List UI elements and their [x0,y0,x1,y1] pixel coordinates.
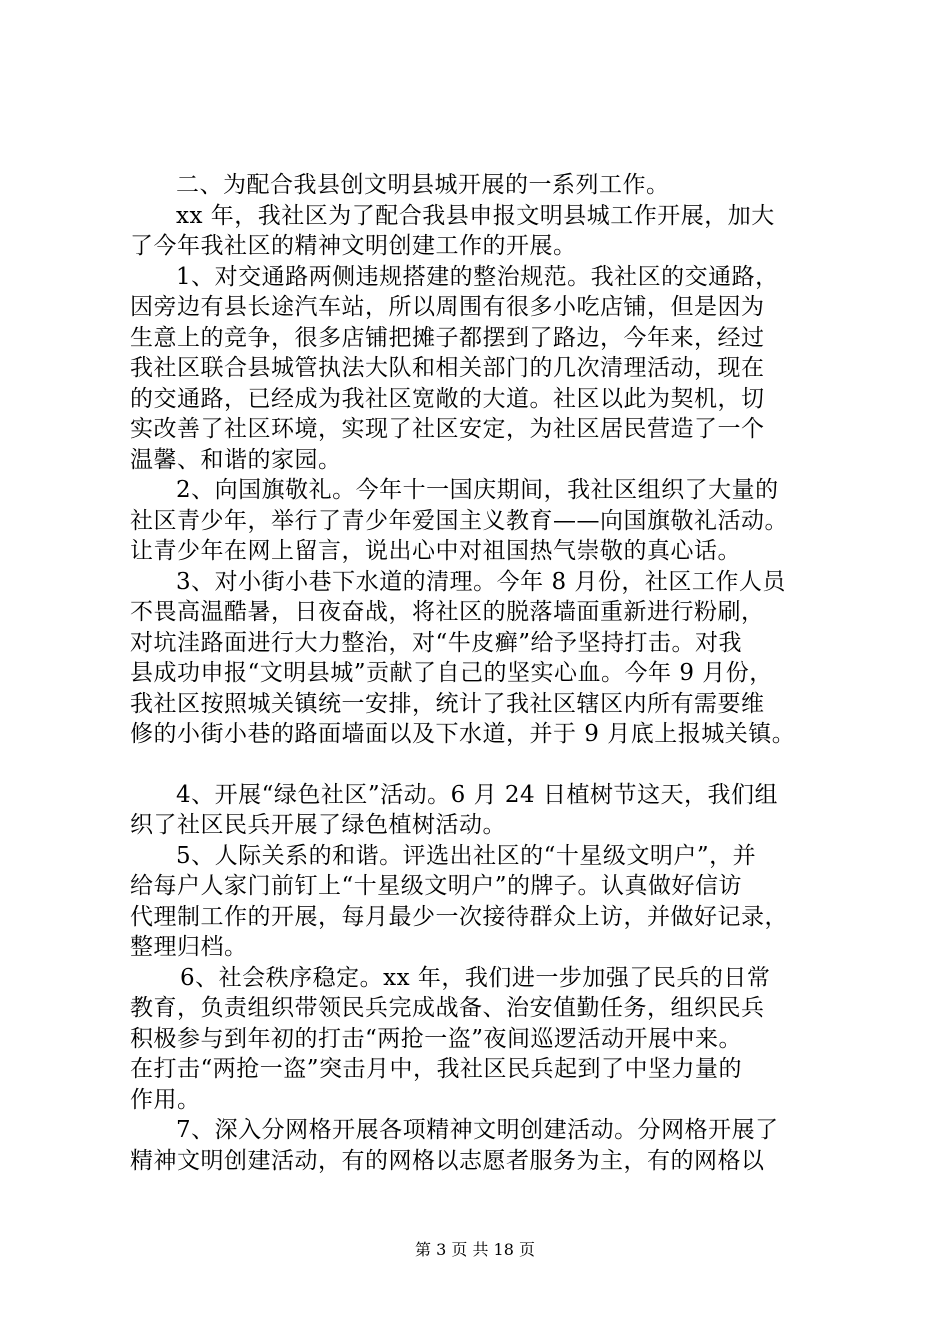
paragraph-line: 生意上的竞争，很多店铺把摊子都摆到了路边，今年来，经过 [130,324,765,351]
paragraph-spacer [130,750,830,780]
paragraph-line: 2、向国旗敬礼。今年十一国庆期间，我社区组织了大量的 [176,477,779,503]
paragraph-line: xx 年，我社区为了配合我县申报文明县城工作开展，加大 [176,202,775,229]
section-heading: 二、为配合我县创文明县城开展的一系列工作。 [176,172,670,198]
paragraph-line: 5、人际关系的和谐。评选出社区的“十星级文明户”，并 [176,842,757,869]
paragraph-line: 县成功申报“文明县城”贡献了自己的坚实心血。今年 9 月份， [130,660,773,686]
paragraph-line: 1、对交通路两侧违规搭建的整治规范。我社区的交通路， [176,263,779,290]
paragraph-line: 修的小街小巷的路面墙面以及下水道，并于 9 月底上报城关镇。 [130,721,796,747]
paragraph-line: 教育，负责组织带领民兵完成战备、治安值勤任务，组织民兵 [130,995,765,1021]
paragraph-line: 给每户人家门前钉上“十星级文明户”的牌子。认真做好信访 [130,873,743,899]
paragraph-line: 的交通路，已经成为我社区宽敞的大道。社区以此为契机，切 [130,385,765,412]
paragraph-line: 6、社会秩序稳定。xx 年，我们进一步加强了民兵的日常 [180,964,771,991]
paragraph-line: 7、深入分网格开展各项精神文明创建活动。分网格开展了 [176,1117,779,1143]
paragraph-line: 温馨、和谐的家园。 [130,446,342,473]
paragraph-line: 让青少年在网上留言，说出心中对祖国热气崇敬的真心话。 [130,538,741,564]
paragraph-line: 代理制工作的开展，每月最少一次接待群众上访，并做好记录， [130,903,788,930]
paragraph-line: 织了社区民兵开展了绿色植树活动。 [130,812,506,838]
paragraph-line: 整理归档。 [130,934,248,960]
paragraph-line: 积极参与到年初的打击“两抢一盗”夜间巡逻活动开展中来。 [130,1025,743,1052]
paragraph-line: 对坑洼路面进行大力整治，对“牛皮癣”给予坚持打击。对我 [130,629,743,656]
paragraph-line: 作用。 [130,1086,201,1113]
paragraph-line: 社区青少年，举行了青少年爱国主义教育——向国旗敬礼活动。 [130,507,788,534]
paragraph-line: 精神文明创建活动，有的网格以志愿者服务为主，有的网格以 [130,1147,765,1174]
paragraph-line: 我社区按照城关镇统一安排，统计了我社区辖区内所有需要维 [130,690,765,717]
paragraph-line: 3、对小街小巷下水道的清理。今年 8 月份，社区工作人员 [176,568,786,595]
page-number-footer: 第 3 页 共 18 页 [415,1240,535,1259]
document-body [130,170,830,1176]
paragraph-line: 了今年我社区的精神文明创建工作的开展。 [130,233,577,259]
paragraph-line: 4、开展“绿色社区”活动。6 月 24 日植树节这天，我们组 [176,781,778,808]
paragraph-line: 我社区联合县城管执法大队和相关部门的几次清理活动，现在 [130,355,765,381]
paragraph-line: 因旁边有县长途汽车站，所以周围有很多小吃店铺，但是因为 [130,294,765,320]
paragraph-line: 不畏高温酷暑，日夜奋战，将社区的脱落墙面重新进行粉刷， [130,599,765,625]
paragraph-line: 在打击“两抢一盗”突击月中，我社区民兵起到了中坚力量的 [130,1056,743,1082]
paragraph-line: 实改善了社区环境，实现了社区安定，为社区居民营造了一个 [130,416,765,442]
